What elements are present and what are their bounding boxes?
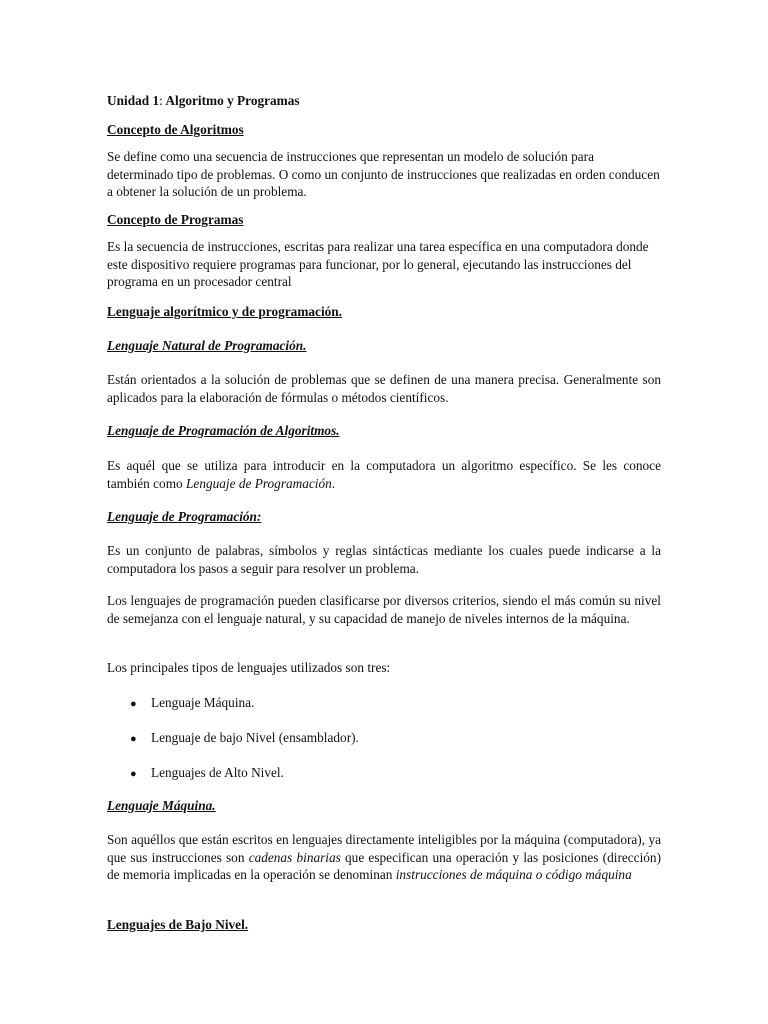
unit-title-rest: Algoritmo y Programas <box>162 93 300 108</box>
list-item <box>130 694 254 714</box>
paragraph-programacion-algoritmos-end: . <box>331 475 336 491</box>
bullet-icon: ● <box>130 733 137 745</box>
bullet-icon: ● <box>130 698 137 710</box>
paragraph-lenguaje-natural: Están orientados a la solución de problemas que se definen de una manera precisa. Generalmente son aplicados para la elaboración de fórmulas o métodos científicos. <box>107 372 661 405</box>
heading-bajo-nivel: Lenguajes de Bajo Nivel. <box>107 917 249 932</box>
unit-title <box>107 92 661 110</box>
heading-lenguaje-programacion: Lenguaje de Programación: <box>107 509 262 524</box>
unit-title-prefix: Unidad 1 <box>107 93 160 108</box>
heading-concepto-algoritmos: Concepto de Algoritmos <box>107 122 244 137</box>
paragraph-maquina-text-a: Son aquéllos que están escritos en lenguajes directamente inteligibles por la máquina (computadora), ya que sus instrucciones son <box>107 832 661 865</box>
paragraph-programacion-algoritmos-emphasis: Lenguaje de Programación <box>186 475 332 491</box>
list-item-text: Lenguaje Máquina. <box>151 695 255 710</box>
list-item <box>130 764 284 784</box>
heading-lenguaje-natural: Lenguaje Natural de Programación. <box>107 338 307 353</box>
paragraph-lenguaje-programacion: Es un conjunto de palabras, símbolos y reglas sintácticas mediante los cuales puede indicarse a la computadora los pasos a seguir para resolver un problema. <box>107 543 661 576</box>
heading-programacion-algoritmos: Lenguaje de Programación de Algoritmos. <box>107 423 340 438</box>
paragraph-programacion-algoritmos-text: Es aquél que se utiliza para introducir en la computadora un algoritmo específico. Se les conoce también como <box>107 458 661 491</box>
paragraph-programacion-algoritmos <box>107 457 661 492</box>
paragraph-algoritmos: Se define como una secuencia de instrucciones que representan un modelo de solución para determinado tipo de problemas. O como un conjunto de instrucciones que realizadas en orden conducen a obtener la solución de un problema. <box>107 149 660 199</box>
list-item-text: Lenguaje de bajo Nivel (ensamblador). <box>151 730 359 745</box>
unit-title-colon: : <box>159 93 163 108</box>
heading-lenguaje-algoritmico: Lenguaje algorítmico y de programación. <box>107 304 343 319</box>
paragraph-tipos: Los principales tipos de lenguajes utilizados son tres: <box>107 660 391 675</box>
list-item <box>130 729 359 749</box>
list-item-text: Lenguajes de Alto Nivel. <box>151 765 284 780</box>
paragraph-clasificacion: Los lenguajes de programación pueden clasificarse por diversos criterios, siendo el más común su nivel de semejanza con el lenguaje natural, y su capacidad de manejo de niveles internos de la máquina. <box>107 593 661 626</box>
paragraph-maquina-emphasis-1: cadenas binarias <box>248 849 341 865</box>
heading-concepto-programas: Concepto de Programas <box>107 212 244 227</box>
paragraph-programas: Es la secuencia de instrucciones, escritas para realizar una tarea específica en una computadora donde este dispositivo requiere programas para funcionar, por lo general, ejecutando las instrucciones del programa en un procesador central <box>107 239 649 289</box>
paragraph-maquina-text-b: que especifican una operación y las posiciones (dirección) de memoria implicadas en la operación se denominan <box>107 849 662 882</box>
heading-lenguaje-maquina: Lenguaje Máquina. <box>107 798 216 813</box>
paragraph-maquina-emphasis-2: instrucciones de máquina o código máquina <box>395 867 632 882</box>
paragraph-lenguaje-maquina <box>107 831 661 884</box>
bullet-icon: ● <box>130 768 137 780</box>
